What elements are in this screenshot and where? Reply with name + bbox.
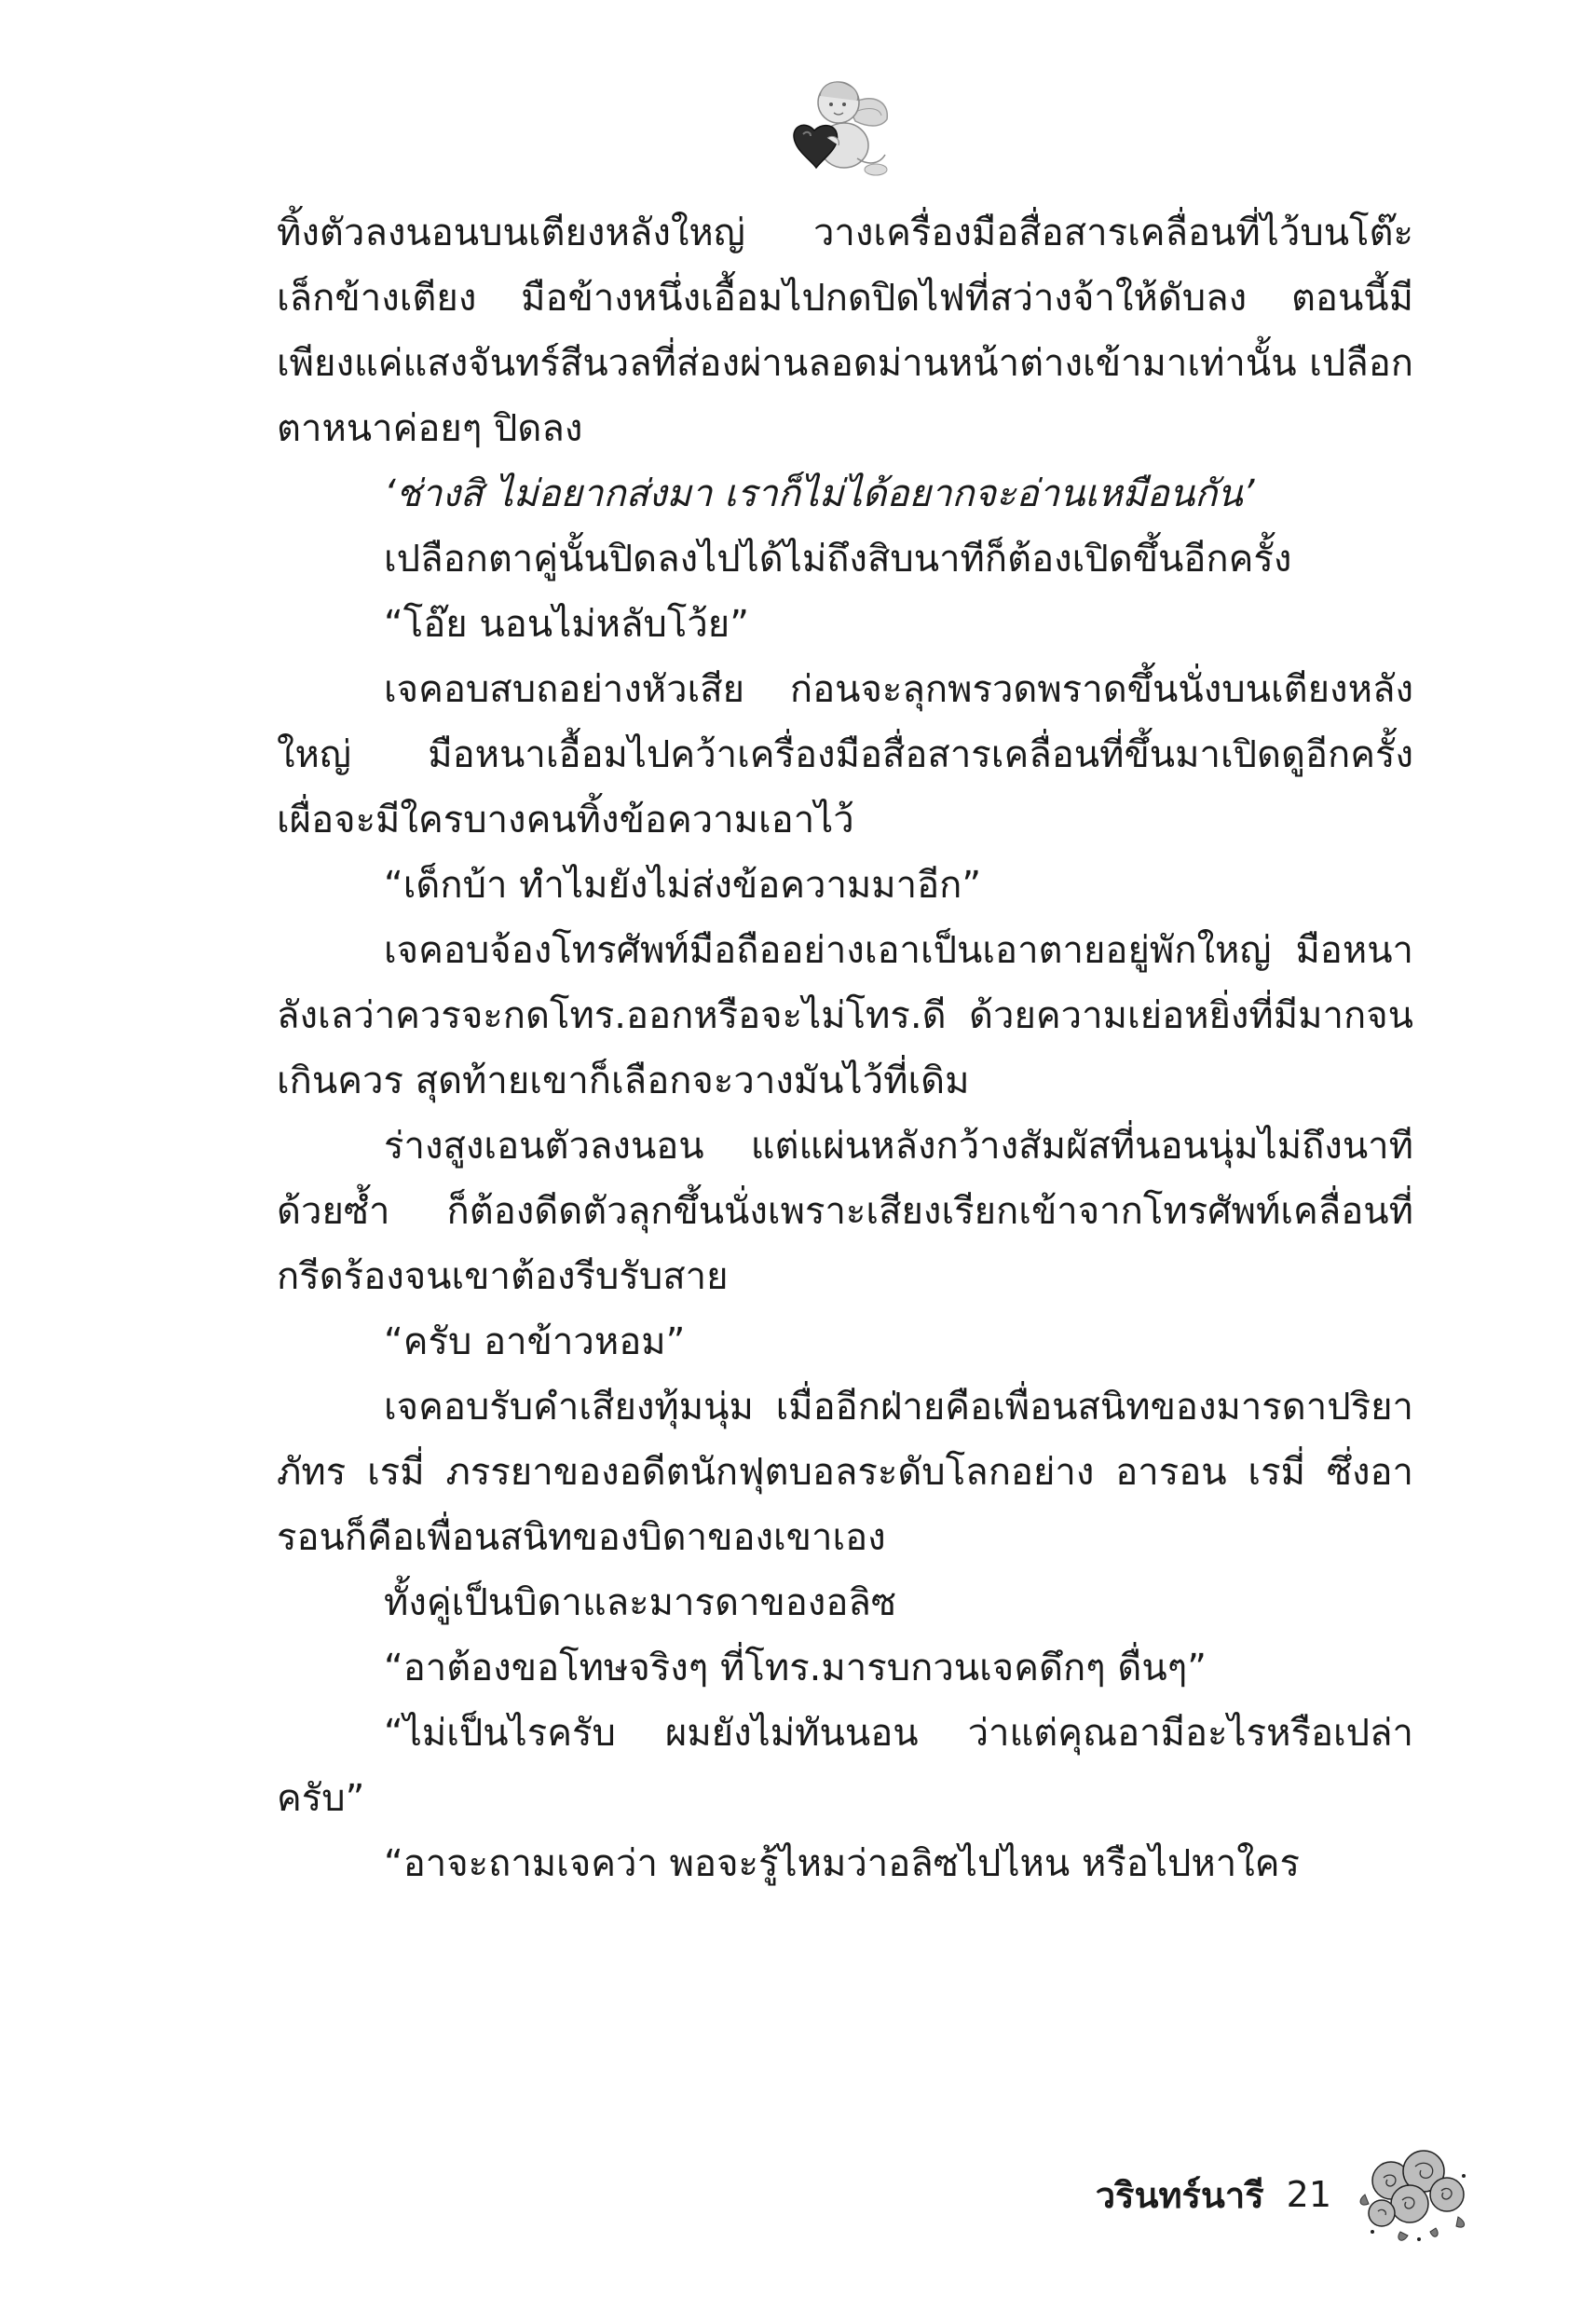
paragraph: “อาจะถามเจคว่า พอจะรู้ไหมว่าอลิซไปไหน หรือไปหาใคร <box>384 1842 1300 1885</box>
rose-bouquet-icon <box>1354 2139 1475 2250</box>
paragraph: “ไม่เป็นไรครับ ผมยังไม่ทันนอน ว่าแต่คุณอามีอะไรหรือเปล่าครับ” <box>277 1712 1413 1820</box>
paragraph: เปลือกตาคู่นั้นปิดลงไปได้ไม่ถึงสิบนาทีก็ต้องเปิดขึ้นอีกครั้ง <box>384 538 1292 581</box>
paragraph: เจคอบจ้องโทรศัพท์มือถืออย่างเอาเป็นเอาตายอยู่พักใหญ่ มือหนาลังเลว่าควรจะกดโทร.ออกหรือจะไม่โทร.ดี ด้วยความเย่อหยิ่งที่มีมากจนเกินควร สุดท้ายเขาก็เลือกจะวางมันไว้ที่เดิม <box>277 929 1413 1102</box>
paragraph: “อาต้องขอโทษจริงๆ ที่โทร.มารบกวนเจคดึกๆ ดื่นๆ” <box>384 1647 1207 1689</box>
paragraph: เจคอบสบถอย่างหัวเสีย ก่อนจะลุกพรวดพราดขึ้นนั่งบนเตียงหลังใหญ่ มือหนาเอื้อมไปคว้าเครื่องมือสื่อสารเคลื่อนที่ขึ้นมาเปิดดูอีกครั้ง เผื่อจะมีใครบางคนทิ้งข้อความเอาไว้ <box>277 668 1413 841</box>
paragraph: ทิ้งตัวลงนอนบนเตียงหลังใหญ่ วางเครื่องมือสื่อสารเคลื่อนที่ไว้บนโต๊ะเล็กข้างเตียง มือข้างหนึ่งเอื้อมไปกดปิดไฟที่สว่างจ้าให้ดับลง ตอนนี้มีเพียงแค่แสงจันทร์สีนวลที่ส่องผ่านลอดม่านหน้าต่างเข้ามาเท่านั้น เปลือกตาหนาค่อยๆ ปิดลง <box>277 212 1413 450</box>
page-footer <box>1096 2129 1475 2260</box>
paragraph: ร่างสูงเอนตัวลงนอน แต่แผ่นหลังกว้างสัมผัสที่นอนนุ่มไม่ถึงนาทีด้วยซ้ำ ก็ต้องดีดตัวลุกขึ้นนั่งเพราะเสียงเรียกเข้าจากโทรศัพท์เคลื่อนที่กรีดร้องจนเขาต้องรีบรับสาย <box>277 1125 1413 1298</box>
paragraph: “โอ๊ย นอนไม่หลับโว้ย” <box>384 603 749 646</box>
cupid-with-heart-icon <box>783 73 894 183</box>
page-number: 21 <box>1286 2174 1331 2215</box>
body-text <box>277 200 1413 1896</box>
paragraph: ทั้งคู่เป็นบิดาและมารดาของอลิซ <box>384 1581 896 1624</box>
paragraph: ‘ช่างสิ ไม่อยากส่งมา เราก็ไม่ได้อยากจะอ่านเหมือนกัน’ <box>384 472 1255 515</box>
paragraph: “เด็กบ้า ทำไมยังไม่ส่งข้อความมาอีก” <box>384 864 982 907</box>
paragraph: เจคอบรับคำเสียงทุ้มนุ่ม เมื่ออีกฝ่ายคือเพื่อนสนิทของมารดาปริยาภัทร เรมี่ ภรรยาของอดีตนักฟุตบอลระดับโลกอย่าง อารอน เรมี่ ซึ่งอารอนก็คือเพื่อนสนิทของบิดาของเขาเอง <box>277 1386 1413 1559</box>
paragraph: “ครับ อาข้าวหอม” <box>384 1320 686 1363</box>
book-title: วรินทร์นารี <box>1095 2174 1264 2216</box>
